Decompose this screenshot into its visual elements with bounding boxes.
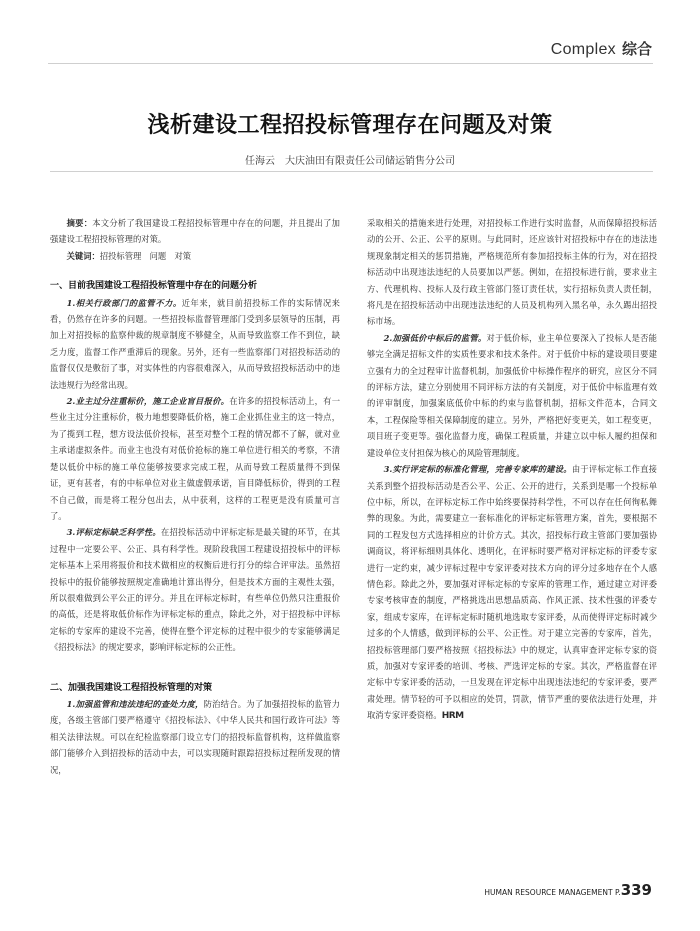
s1-paragraph-2 (50, 393, 340, 524)
keywords-label: 关键词： (66, 250, 100, 261)
article-title: 浅析建设工程招投标管理存在问题及对策 (147, 112, 553, 138)
section2-heading: 二、加强我国建设工程招投标管理的对策 (50, 682, 213, 693)
s2-p3-lead: 3.实行评定标的标准化管理，完善专家库的建设。 (383, 464, 572, 475)
s2-p2-lead: 2.加强低价中标后的监管。 (383, 332, 487, 343)
s1-p1-text: 近年来，就目前招投标工作的实际情况来看，仍然存在许多的问题。一些招投标监督管理部门受到多层领导的压制，再加上对招投标的监察仲裁的规章制度不够健全，从而导致监察工作不到位，缺乏力度，监督工作严重滞后的现象。另外，还有一些监察部门对招投标活动的监督仅仅是敷衍了事，对实体性的内容很难深入，从而导致招投标活动中的违法违规行为经常出现。 (50, 297, 340, 390)
section1-heading: 一、目前我国建设工程招投标管理中存在的问题分析 (50, 281, 258, 292)
s1-p2-lead: 2.业主过分注重标价，施工企业盲目报价。 (66, 396, 230, 407)
author-name: 任海云 (245, 156, 275, 167)
page-footer (484, 881, 652, 899)
s1-p2-text: 在许多的招投标活动上，有一些业主过分注重标价，极力地想要降低价格，施工企业抓住业主的这一特点，为了揽到工程，想方设法低价投标，甚至对整个工程的情况都不了解，就对业主承诺虚拟条件。而业主也没有对低价抢标的施工单位进行相关的考察，不清楚以低价中标的施工单位能够按要求完成工程，从而导致工程质量得不到保证，更有甚者，有的中标单位对业主做虚假承诺，盲目降低标价，得到的工程不自己做，而是将工程分包出去，从中获利，这样的工程更是没有质量可言了。 (50, 396, 340, 521)
right-column (367, 215, 657, 725)
s2-paragraph-1-cont: 采取相关的措施来进行处理，对招投标工作进行实时监督，从而保障招投标活动的公开、公正、公平的原则。与此同时，还应该针对招投标中存在的违法违规现象制定相关的惩罚措施，严格规范所有参加招投标主体的行为，对在招投标活动中出现违法违纪的人员要加以严惩。例如，在招投标进行前，要求业主方、代理机构、投标人及行政主管部门签订责任状，实行招标负责人责任制，将凡是在招投标活动中出现违法违纪的人员及机构列入黑名单，永久踢出招投标市场。 (367, 218, 657, 327)
s1-p1-lead: 1.相关行政部门的监管不力。 (66, 297, 182, 308)
s2-paragraph-3 (367, 461, 657, 725)
s1-p3-text: 在招投标活动中评标定标是最关键的环节，在其过程中一定要公平、公正、具有科学性。现阶段我国工程建设招投标中的评标定标基本上采用将报价和技术做相应的权衡后进行打分的综合评审法。虽然招投标中的报价能够按照规定准确地计算出得分，但是技术方面的主观性太强，所以很难做到公平公正的评分。并且在评标定标时，有些单位仍然只注重报价的高低，还是将取低价标作为评标定标的重点，除此之外，对于招投标中评标定标的专家库的建设不完善，使得在整个评定标的过程中很少的专家能够满足《招投标法》的规定要求，影响评标定标的公正性。 (50, 527, 340, 653)
s1-paragraph-1 (50, 295, 340, 393)
abstract-label: 摘要： (66, 218, 93, 228)
hrm-end-mark: HRM (441, 711, 464, 722)
header-rule (48, 63, 653, 64)
s2-p1-lead: 1.加强监管和违法违纪的查处力度， (66, 698, 204, 709)
footer-journal: HUMAN RESOURCE MANAGEMENT P. (484, 888, 621, 897)
author-rule (50, 171, 653, 172)
page-number: 339 (620, 881, 652, 899)
section-tag-en: Complex (550, 41, 616, 58)
s2-p3-text: 由于评标定标工作直接关系到整个招投标活动是否公平、公正、公开的进行，关系到是哪一个投标单位中标，所以，在评标定标工作中始终要保持科学性，不可以存在任何徇私舞弊的现象。为此，需要建立一套标准化的评标定标管理方案，首先，要根据不同的工程发包方式选择相应的计价方式。其次，招投标行政主管部门要加强协调商议，将评标细则具体化、透明化，在评标时要严格对评标定标的评委专家进行一定约束，减少评标过程中专家评委对技术方向的评分过多地存在个人感情色彩。除此之外，要加强对评标定标的专家库的管理工作，通过建立对评委专家考核审查的制度，严格挑选出思想品质高、作风正派、技术性强的评委专家，组成专家库，在评标定标时随机地选取专家评委，从而使得评定标时减少过多的个人情感，做到评标的公平、公正性。对于建立完善的专家库，首先，招投标管理部门要严格按照《招投标法》中的规定，认真审查评定标专家的资质，加强对专家评委的培训、考核、严选评定标的专家。其次，严格监督在评定标中专家评委的活动，一旦发现在评定标中出现违法违纪的专家评委，要严肃处理。情节轻的可予以相应的处罚，罚款，情节严重的要依法进行处理，并取消专家评委资格。 (367, 464, 657, 721)
author-affiliation: 大庆油田有限责任公司储运销售分公司 (285, 156, 455, 167)
keywords-text: 招投标管理 问题 对策 (99, 250, 192, 261)
abstract (50, 215, 340, 248)
section-tag-zh: 综合 (621, 40, 652, 58)
s2-p2-text: 对于低价标，业主单位要深入了投标人是否能够完全满足招标文件的实质性要求和技术条件。对于低价中标的建设项目要建立强有力的全过程审计监督机制，加强低价中标操作程序的研究，应区分不同的评标方法，建立分别使用不同评标方法的有关制度，对于低价中标监理有效的评审制度，加强案底低价中标的约束与监督机制，招标文件范本，合同文本，工程保险等相关保障制度的建立。另外，严格把好变更关，如工程变更，项目班子变更等。强化监督力度，确保工程质量，并建立以中标人履约担保和建设单位支付担保为核心的风险管理制度。 (367, 332, 657, 458)
section-tag (551, 38, 652, 59)
left-column (50, 215, 340, 778)
s2-paragraph-1 (50, 696, 340, 778)
keywords (50, 248, 340, 264)
abstract-text: 本文分析了我国建设工程招投标管理中存在的问题，并且提出了加强建设工程招投标管理的对策。 (50, 218, 340, 245)
s1-paragraph-3 (50, 524, 340, 655)
s1-p3-lead: 3.评标定标缺乏科学性。 (66, 527, 161, 538)
s2-p1-text-left: 防治结合。为了加强招投标的监管力度，各级主管部门要严格遵守《招投标法》、《中华人民共和国行政许可法》等相关法律法规。可以在纪检监察部门设立专门的招投标监督机构，这样做监察部门能够介入到招投标的活动中去，可以实现随时跟踪招投标过程所发现的情况， (50, 698, 340, 775)
s2-paragraph-2 (367, 330, 657, 461)
author-line (0, 152, 700, 167)
